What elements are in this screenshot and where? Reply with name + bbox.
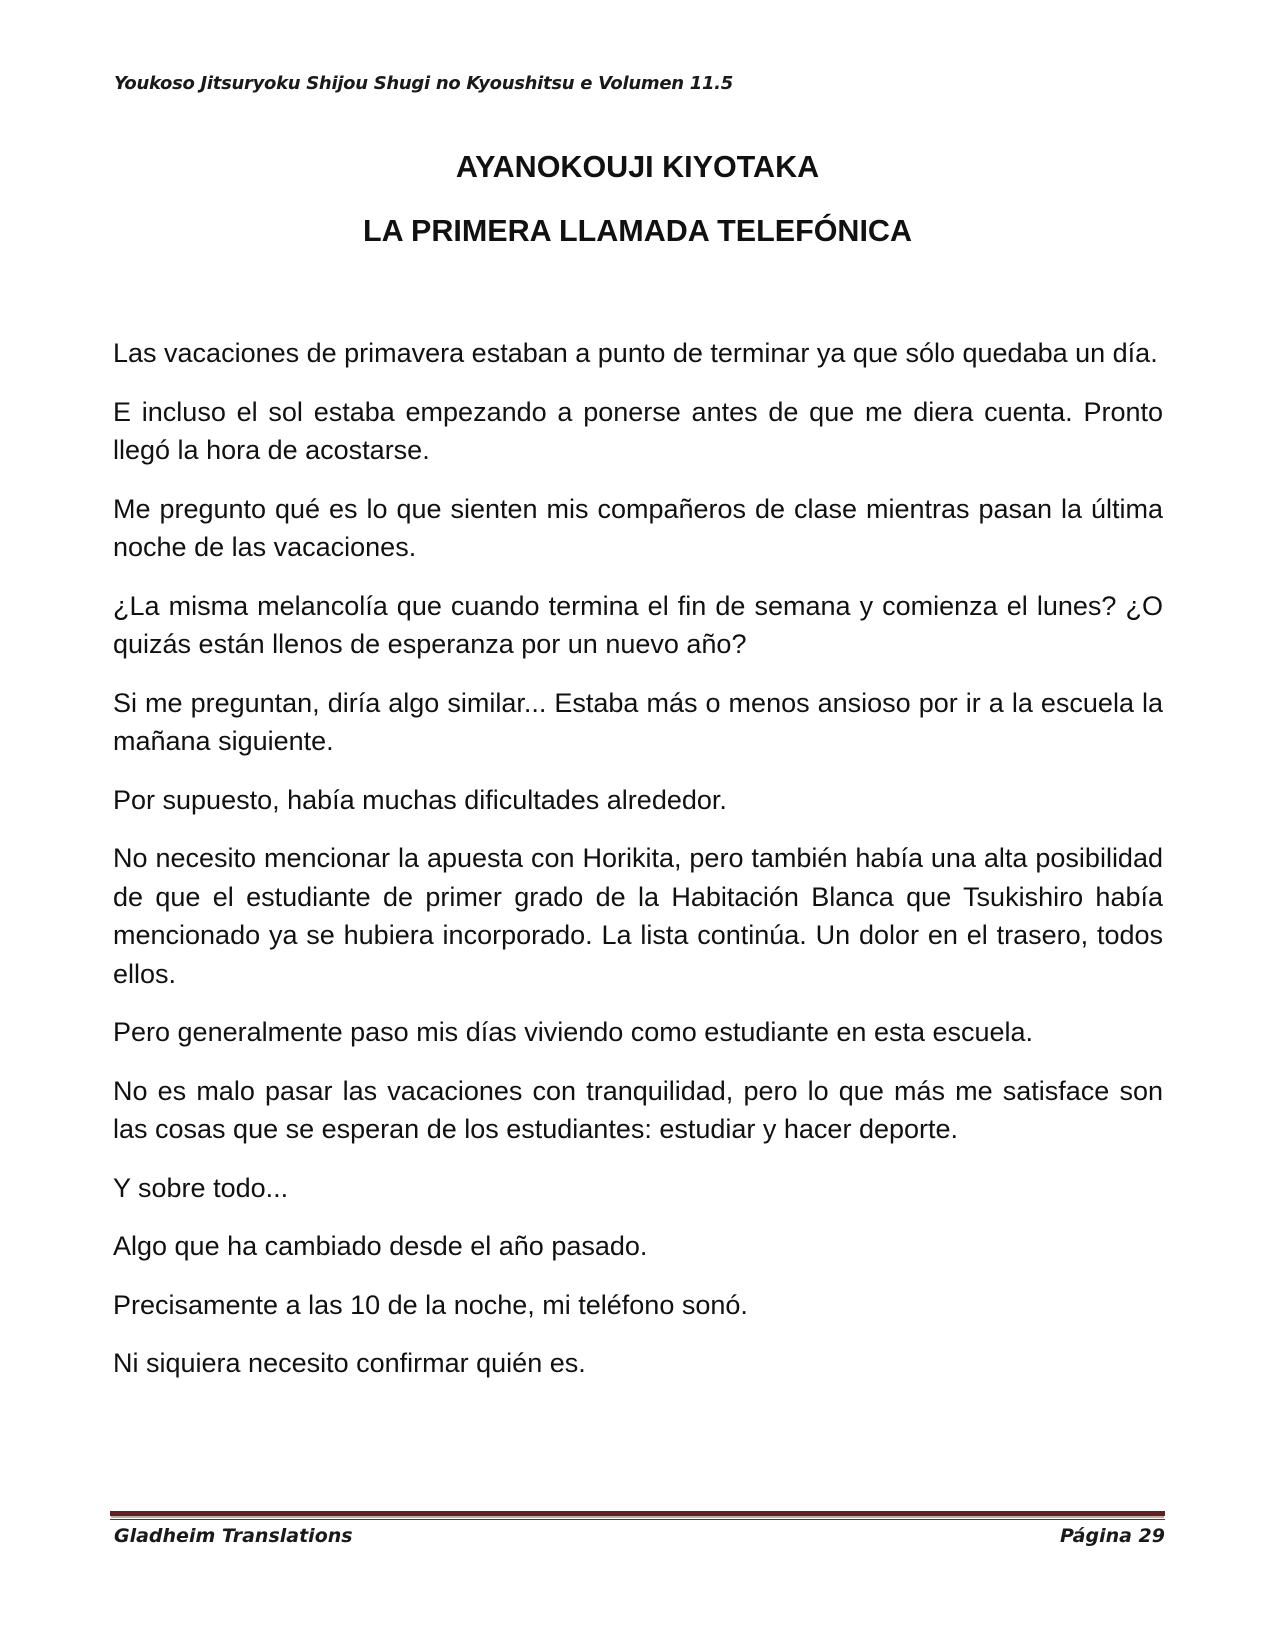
chapter-title-character: AYANOKOUJI KIYOTAKA	[455, 150, 820, 184]
paragraph: Por supuesto, había muchas dificultades alrededor.	[113, 784, 727, 815]
paragraph: Pero generalmente paso mis días viviendo como estudiante en esta escuela.	[113, 1017, 1034, 1047]
paragraph: E incluso el sol estaba empezando a ponerse antes de que me diera cuenta. Pronto llegó la hora de acostarse.	[113, 396, 1163, 465]
paragraph: Y sobre todo...	[113, 1172, 289, 1203]
paragraph: Si me preguntan, diría algo similar... Estaba más o menos ansioso por ir a la escuela la mañana siguiente.	[113, 687, 1163, 756]
paragraph: No necesito mencionar la apuesta con Horikita, pero también había una alta posibilidad de que el estudiante de primer grado de la Habitación Blanca que Tsukishiro había mencionado ya se hubiera incorporado. La lista continúa. Un dolor en el trasero, todos ellos.	[113, 843, 1163, 989]
paragraph: No es malo pasar las vacaciones con tranquilidad, pero lo que más me satisface son las cosas que se esperan de los estudiantes: estudiar y hacer deporte.	[113, 1075, 1163, 1144]
running-header: Youkoso Jitsuryoku Shijou Shugi no Kyoushitsu e Volumen 11.5	[114, 73, 733, 94]
chapter-title-subtitle: LA PRIMERA LLAMADA TELEFÓNICA	[363, 214, 912, 248]
paragraph: Ni siquiera necesito confirmar quién es.	[113, 1348, 586, 1378]
footer-divider	[110, 1511, 1165, 1516]
paragraph: ¿La misma melancolía que cuando termina el fin de semana y comienza el lunes? ¿O quizás están llenos de esperanza por un nuevo año?	[113, 590, 1163, 659]
footer-page-number: Página 29	[1059, 1525, 1165, 1547]
paragraph: Precisamente a las 10 de la noche, mi teléfono sonó.	[113, 1289, 748, 1320]
paragraph: Algo que ha cambiado desde el año pasado.	[113, 1231, 648, 1261]
footer-divider-thin	[110, 1519, 1165, 1520]
paragraph: Me pregunto qué es lo que sienten mis compañeros de clase mientras pasan la última noche de las vacaciones.	[113, 493, 1163, 562]
chapter-body	[113, 334, 1163, 1403]
footer-translator: Gladheim Translations	[114, 1525, 353, 1547]
paragraph: Las vacaciones de primavera estaban a punto de terminar ya que sólo quedaba un día.	[113, 338, 1158, 368]
